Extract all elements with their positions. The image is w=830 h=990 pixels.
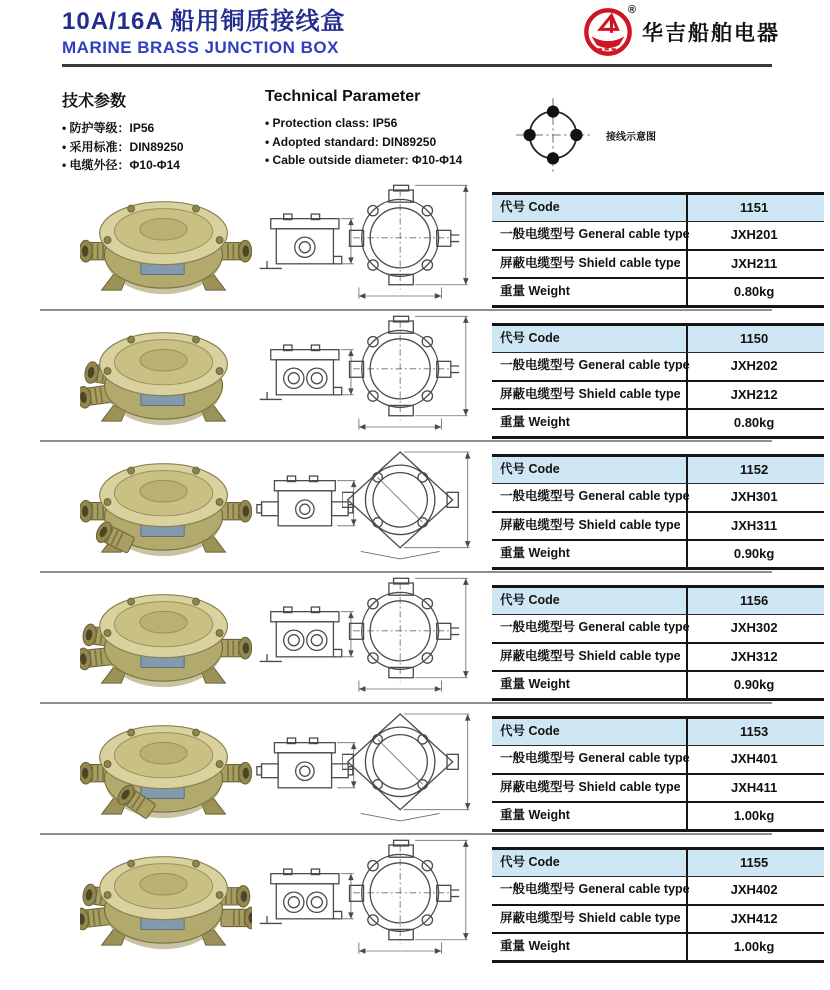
top-view-drawing (342, 576, 478, 701)
shield-type-value: JXH211 (686, 251, 824, 277)
shield-type-value: JXH312 (686, 644, 824, 670)
tech-params-en (265, 88, 515, 170)
product-photo (80, 184, 252, 307)
tech-params-cn (62, 88, 262, 175)
general-type-value: JXH401 (686, 746, 824, 772)
table-label-code: 代号 Code (500, 724, 560, 738)
table-label-general: 一般电缆型号 General cable type (500, 489, 690, 504)
code-value: 1156 (686, 588, 824, 614)
table-label-shield: 屏蔽电缆型号 Shield cable type (500, 386, 681, 401)
tech-param-en-item: • Adopted standard: DIN89250 (265, 133, 515, 152)
code-value: 1151 (686, 195, 824, 221)
header-divider (62, 64, 772, 67)
weight-value: 0.80kg (686, 279, 824, 305)
top-view-drawing (342, 314, 478, 439)
general-type-value: JXH302 (686, 615, 824, 641)
product-row (0, 180, 830, 309)
table-label-weight: 重量 Weight (500, 938, 570, 953)
brand-logo-icon (582, 6, 634, 58)
spec-table (492, 454, 824, 570)
table-label-weight: 重量 Weight (500, 414, 570, 429)
tech-param-en-item: • Cable outside diameter: Φ10-Φ14 (265, 151, 515, 170)
page-subtitle: MARINE BRASS JUNCTION BOX (62, 37, 339, 57)
code-value: 1152 (686, 457, 824, 483)
product-photo (80, 577, 252, 700)
product-rows (0, 180, 830, 964)
shield-type-value: JXH212 (686, 382, 824, 408)
table-label-weight: 重量 Weight (500, 807, 570, 822)
mounting-diagram-icon (514, 96, 592, 174)
table-label-general: 一般电缆型号 General cable type (500, 358, 690, 373)
tech-param-cn-item: • 电缆外径：Φ10-Φ14 (62, 156, 262, 175)
tech-params-en-heading: Technical Parameter (265, 88, 421, 105)
tech-param-cn-item: • 采用标准：DIN89250 (62, 138, 262, 157)
top-view-drawing (342, 838, 478, 963)
spec-table (492, 585, 824, 701)
general-type-value: JXH202 (686, 353, 824, 379)
top-view-drawing (342, 445, 478, 570)
table-label-code: 代号 Code (500, 593, 560, 607)
top-view-drawing (342, 183, 478, 308)
general-type-value: JXH402 (686, 877, 824, 903)
product-photo (80, 708, 252, 831)
table-label-shield: 屏蔽电缆型号 Shield cable type (500, 255, 681, 270)
product-row (0, 311, 830, 440)
product-photo (80, 446, 252, 569)
spec-table (492, 716, 824, 832)
code-value: 1153 (686, 719, 824, 745)
table-label-shield: 屏蔽电缆型号 Shield cable type (500, 648, 681, 663)
tech-params-cn-heading: 技术参数 (62, 93, 127, 110)
weight-value: 0.90kg (686, 672, 824, 698)
product-row (0, 573, 830, 702)
top-view-drawing (342, 707, 478, 832)
tech-param-en-item: • Protection class: IP56 (265, 114, 515, 133)
spec-table (492, 192, 824, 308)
general-type-value: JXH301 (686, 484, 824, 510)
page-title: 10A/16A 船用铜质接线盒 (62, 8, 346, 35)
spec-table (492, 847, 824, 963)
spec-table (492, 323, 824, 439)
table-label-general: 一般电缆型号 General cable type (500, 227, 690, 242)
table-label-code: 代号 Code (500, 462, 560, 476)
general-type-value: JXH201 (686, 222, 824, 248)
table-label-weight: 重量 Weight (500, 545, 570, 560)
table-label-code: 代号 Code (500, 200, 560, 214)
code-value: 1155 (686, 850, 824, 876)
shield-type-value: JXH412 (686, 906, 824, 932)
product-row (0, 442, 830, 571)
registered-trademark-icon: ® (627, 4, 636, 16)
weight-value: 0.90kg (686, 541, 824, 567)
brand-logo (582, 6, 780, 58)
weight-value: 1.00kg (686, 934, 824, 960)
table-label-shield: 屏蔽电缆型号 Shield cable type (500, 910, 681, 925)
table-label-shield: 屏蔽电缆型号 Shield cable type (500, 517, 681, 532)
product-row (0, 835, 830, 964)
table-label-general: 一般电缆型号 General cable type (500, 620, 690, 635)
product-row (0, 704, 830, 833)
table-label-weight: 重量 Weight (500, 283, 570, 298)
product-photo (80, 839, 252, 962)
table-label-weight: 重量 Weight (500, 676, 570, 691)
table-label-code: 代号 Code (500, 855, 560, 869)
mounting-diagram-label: 接线示意图 (606, 131, 656, 143)
table-label-code: 代号 Code (500, 331, 560, 345)
table-label-shield: 屏蔽电缆型号 Shield cable type (500, 779, 681, 794)
brand-name: 华吉船舶电器 (642, 22, 780, 45)
table-label-general: 一般电缆型号 General cable type (500, 751, 690, 766)
shield-type-value: JXH311 (686, 513, 824, 539)
table-label-general: 一般电缆型号 General cable type (500, 882, 690, 897)
weight-value: 1.00kg (686, 803, 824, 829)
weight-value: 0.80kg (686, 410, 824, 436)
mounting-diagram (514, 96, 656, 174)
tech-param-cn-item: • 防护等级：IP56 (62, 119, 262, 138)
code-value: 1150 (686, 326, 824, 352)
product-photo (80, 315, 252, 438)
shield-type-value: JXH411 (686, 775, 824, 801)
